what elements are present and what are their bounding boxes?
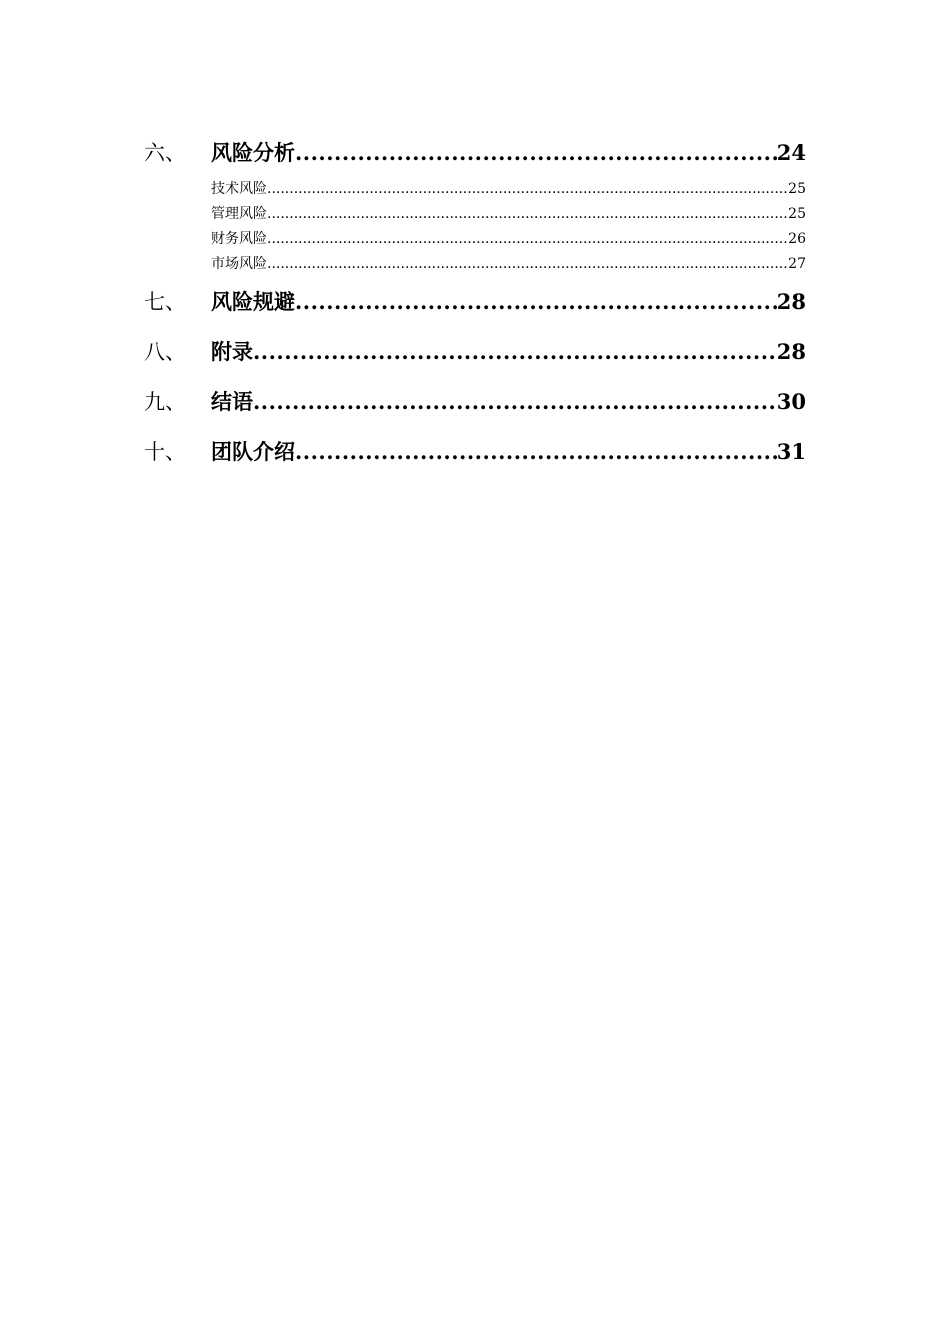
toc-dot-leader	[267, 181, 788, 197]
toc-entry-risk-analysis[interactable]	[144, 137, 806, 167]
toc-subentry-page: 27	[788, 256, 806, 272]
toc-entry-number: 七、	[144, 290, 186, 314]
toc-entry-page: 30	[776, 389, 806, 414]
toc-subentry-title: 财务风险	[211, 231, 267, 247]
toc-subentry-title: 技术风险	[211, 181, 267, 197]
toc-entry-page: 28	[776, 289, 806, 314]
toc-subentry-market-risk[interactable]	[211, 253, 806, 273]
toc-entry-number: 十、	[144, 440, 186, 464]
toc-subentry-page: 26	[788, 231, 806, 247]
toc-subentry-management-risk[interactable]	[211, 203, 806, 223]
toc-dot-leader	[295, 140, 777, 165]
toc-entry-title: 团队介绍	[211, 439, 295, 464]
toc-subentry-page: 25	[788, 181, 806, 197]
toc-dot-leader	[295, 289, 777, 314]
toc-subentry-title: 市场风险	[211, 256, 267, 272]
toc-entry-title: 风险分析	[211, 140, 295, 165]
toc-entry-title: 结语	[211, 389, 253, 414]
toc-entry-page: 24	[776, 140, 806, 165]
toc-dot-leader	[253, 389, 777, 414]
toc-dot-leader	[267, 206, 788, 222]
toc-entry-appendix[interactable]	[144, 336, 806, 366]
toc-entry-page: 31	[776, 439, 806, 464]
toc-entry-conclusion[interactable]	[144, 386, 806, 416]
toc-subentry-financial-risk[interactable]	[211, 228, 806, 248]
toc-dot-leader	[267, 256, 788, 272]
toc-subentry-technical-risk[interactable]	[211, 178, 806, 198]
toc-entry-number: 六、	[144, 141, 186, 165]
toc-dot-leader	[267, 231, 788, 247]
toc-entry-number: 九、	[144, 390, 186, 414]
toc-entry-page: 28	[776, 339, 806, 364]
toc-entry-team-introduction[interactable]	[144, 436, 806, 466]
toc-dot-leader	[295, 439, 777, 464]
toc-entry-title: 附录	[211, 339, 253, 364]
toc-entry-risk-avoidance[interactable]	[144, 286, 806, 316]
toc-dot-leader	[253, 339, 777, 364]
toc-subentry-title: 管理风险	[211, 206, 267, 222]
toc-entry-number: 八、	[144, 340, 186, 364]
toc-subentry-page: 25	[788, 206, 806, 222]
toc-entry-title: 风险规避	[211, 289, 295, 314]
